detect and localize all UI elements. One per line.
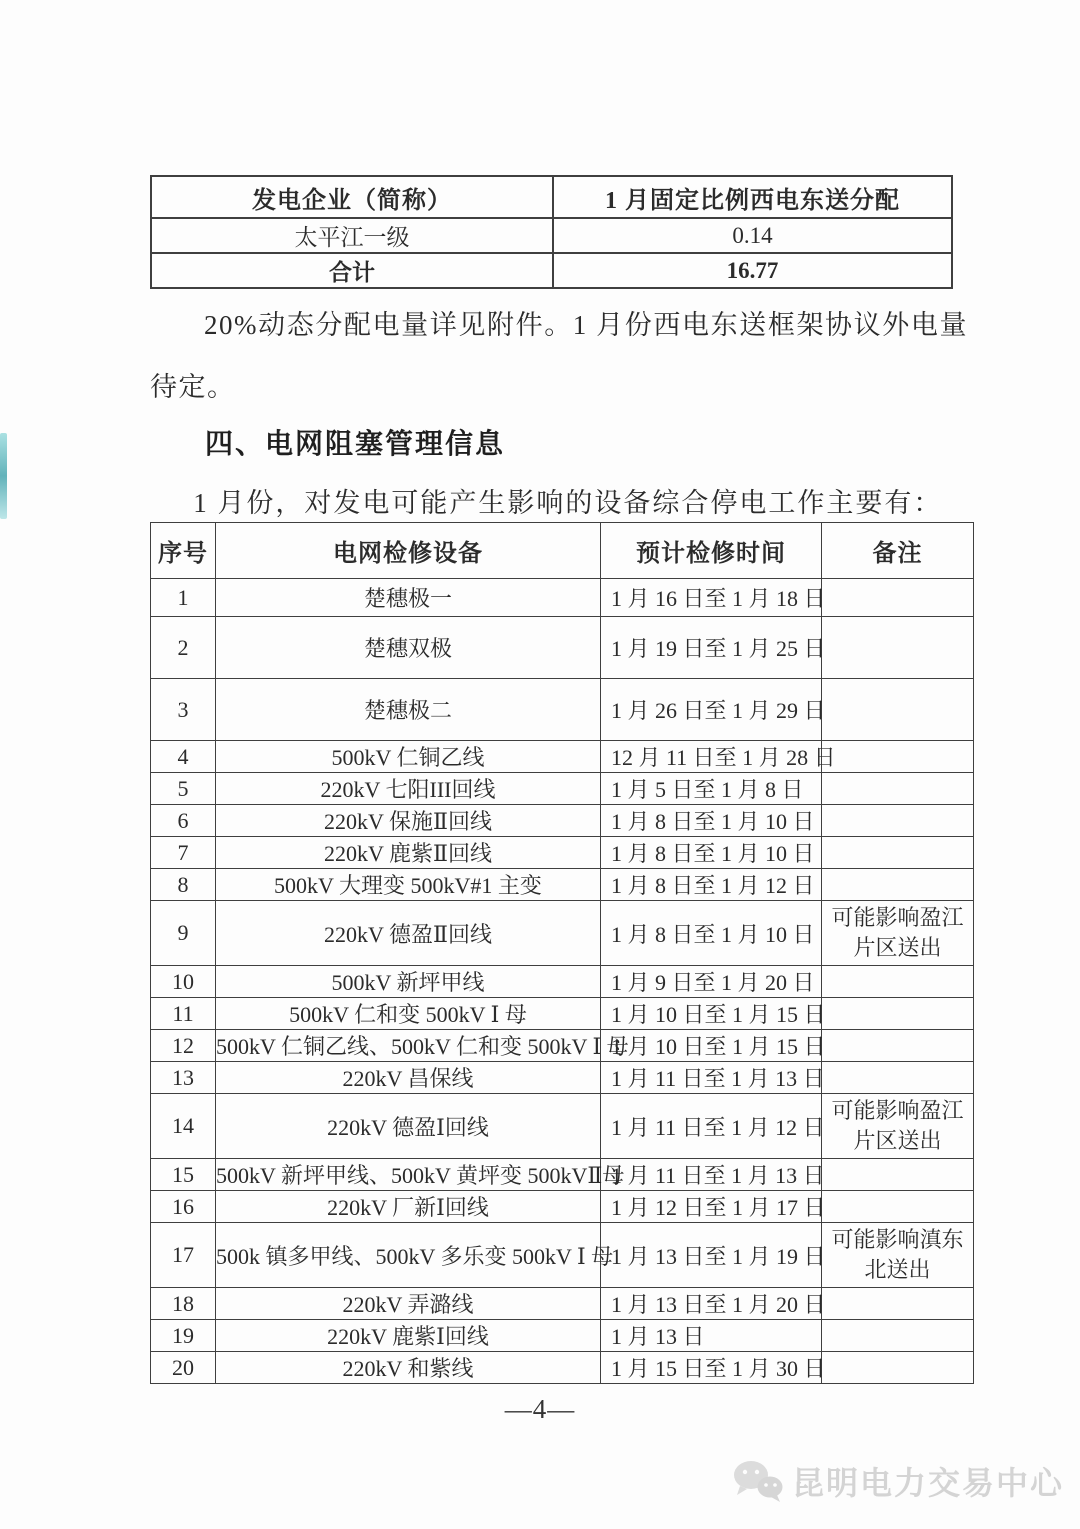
time-cell: 12 月 11 日至 1 月 28 日 bbox=[601, 741, 822, 773]
table-row bbox=[151, 901, 974, 966]
no-cell: 10 bbox=[151, 966, 216, 998]
no-cell: 15 bbox=[151, 1159, 216, 1191]
time-cell: 1 月 13 日 bbox=[601, 1320, 822, 1352]
no-cell: 6 bbox=[151, 805, 216, 837]
remark-cell bbox=[822, 966, 974, 998]
intro-text: 1 月份，对发电可能产生影响的设备综合停电工作主要有： bbox=[193, 488, 943, 518]
time-cell: 1 月 15 日至 1 月 30 日 bbox=[601, 1352, 822, 1384]
no-cell: 12 bbox=[151, 1030, 216, 1062]
wechat-icon bbox=[730, 1458, 786, 1504]
time-cell: 1 月 8 日至 1 月 10 日 bbox=[601, 901, 822, 966]
remark-cell bbox=[822, 1030, 974, 1062]
page-number: —4— bbox=[504, 1394, 576, 1424]
time-cell: 1 月 8 日至 1 月 10 日 bbox=[601, 805, 822, 837]
table-row bbox=[151, 1159, 974, 1191]
company-cell: 合计 bbox=[151, 253, 553, 288]
equipment-cell: 220kV 厂新Ⅰ回线 bbox=[216, 1191, 601, 1223]
table-row bbox=[151, 218, 952, 253]
remark-cell bbox=[822, 998, 974, 1030]
remark-cell bbox=[822, 1062, 974, 1094]
equipment-cell: 220kV 弄潞线 bbox=[216, 1288, 601, 1320]
time-cell: 1 月 19 日至 1 月 25 日 bbox=[601, 617, 822, 679]
equipment-cell: 500kV 大理变 500kV#1 主变 bbox=[216, 869, 601, 901]
equipment-cell: 楚穗极二 bbox=[216, 679, 601, 741]
remark-cell bbox=[822, 1352, 974, 1384]
table-row bbox=[151, 579, 974, 617]
remark-cell: 可能影响盈江片区送出 bbox=[822, 901, 974, 966]
time-cell: 1 月 13 日至 1 月 20 日 bbox=[601, 1288, 822, 1320]
no-cell: 3 bbox=[151, 679, 216, 741]
maintenance-header-no: 序号 bbox=[151, 523, 216, 579]
no-cell: 14 bbox=[151, 1094, 216, 1159]
allocation-table bbox=[150, 175, 953, 289]
table-row bbox=[151, 1030, 974, 1062]
equipment-cell: 220kV 鹿紫Ⅰ回线 bbox=[216, 1320, 601, 1352]
remark-cell bbox=[822, 805, 974, 837]
table-row bbox=[151, 1288, 974, 1320]
no-cell: 16 bbox=[151, 1191, 216, 1223]
maintenance-header-time: 预计检修时间 bbox=[601, 523, 822, 579]
watermark bbox=[730, 1458, 1064, 1504]
table-row bbox=[151, 679, 974, 741]
body-paragraph: 20%动态分配电量详见附件。1 月份西电东送框架协议外电量待定。 bbox=[150, 310, 968, 402]
table-row-total bbox=[151, 253, 952, 288]
no-cell: 18 bbox=[151, 1288, 216, 1320]
table-row bbox=[151, 966, 974, 998]
equipment-cell: 220kV 昌保线 bbox=[216, 1062, 601, 1094]
table-row bbox=[151, 617, 974, 679]
equipment-cell: 500kV 仁铜乙线、500kV 仁和变 500kV Ⅰ 母 bbox=[216, 1030, 601, 1062]
no-cell: 7 bbox=[151, 837, 216, 869]
equipment-cell: 楚穗双极 bbox=[216, 617, 601, 679]
remark-cell bbox=[822, 1191, 974, 1223]
watermark-label: 昆明电力交易中心 bbox=[791, 1465, 1064, 1501]
maintenance-header-remark: 备注 bbox=[822, 523, 974, 579]
equipment-cell: 220kV 保施Ⅱ回线 bbox=[216, 805, 601, 837]
value-cell: 16.77 bbox=[553, 253, 952, 288]
equipment-cell: 220kV 七阳III回线 bbox=[216, 773, 601, 805]
company-cell: 太平江一级 bbox=[151, 218, 553, 253]
no-cell: 13 bbox=[151, 1062, 216, 1094]
table-row bbox=[151, 773, 974, 805]
remark-cell bbox=[822, 773, 974, 805]
section-heading: 四、电网阻塞管理信息 bbox=[205, 428, 506, 459]
table-row bbox=[151, 837, 974, 869]
table-row bbox=[151, 741, 974, 773]
remark-cell bbox=[822, 1159, 974, 1191]
no-cell: 2 bbox=[151, 617, 216, 679]
time-cell: 1 月 26 日至 1 月 29 日 bbox=[601, 679, 822, 741]
table-row bbox=[151, 998, 974, 1030]
no-cell: 11 bbox=[151, 998, 216, 1030]
time-cell: 1 月 8 日至 1 月 12 日 bbox=[601, 869, 822, 901]
time-cell: 1 月 11 日至 1 月 13 日 bbox=[601, 1159, 822, 1191]
time-cell: 1 月 11 日至 1 月 12 日 bbox=[601, 1094, 822, 1159]
remark-cell bbox=[822, 741, 974, 773]
no-cell: 5 bbox=[151, 773, 216, 805]
table-header-row bbox=[151, 176, 952, 218]
time-cell: 1 月 10 日至 1 月 15 日 bbox=[601, 998, 822, 1030]
remark-cell bbox=[822, 579, 974, 617]
table-row bbox=[151, 1352, 974, 1384]
maintenance-table bbox=[150, 522, 974, 1384]
no-cell: 17 bbox=[151, 1223, 216, 1288]
equipment-cell: 500kV 仁和变 500kV Ⅰ 母 bbox=[216, 998, 601, 1030]
remark-cell: 可能影响滇东北送出 bbox=[822, 1223, 974, 1288]
table-row bbox=[151, 1094, 974, 1159]
time-cell: 1 月 9 日至 1 月 20 日 bbox=[601, 966, 822, 998]
equipment-cell: 楚穗极一 bbox=[216, 579, 601, 617]
table-row bbox=[151, 869, 974, 901]
remark-cell bbox=[822, 1288, 974, 1320]
remark-cell: 可能影响盈江片区送出 bbox=[822, 1094, 974, 1159]
remark-cell bbox=[822, 679, 974, 741]
equipment-cell: 500kV 新坪甲线、500kV 黄坪变 500kVⅡ母 bbox=[216, 1159, 601, 1191]
table-row bbox=[151, 1223, 974, 1288]
table-header-row bbox=[151, 523, 974, 579]
time-cell: 1 月 5 日至 1 月 8 日 bbox=[601, 773, 822, 805]
equipment-cell: 220kV 德盈Ⅰ回线 bbox=[216, 1094, 601, 1159]
no-cell: 1 bbox=[151, 579, 216, 617]
remark-cell bbox=[822, 869, 974, 901]
time-cell: 1 月 13 日至 1 月 19 日 bbox=[601, 1223, 822, 1288]
time-cell: 1 月 12 日至 1 月 17 日 bbox=[601, 1191, 822, 1223]
remark-cell bbox=[822, 617, 974, 679]
equipment-cell: 500k 镇多甲线、500kV 多乐变 500kV Ⅰ 母 bbox=[216, 1223, 601, 1288]
time-cell: 1 月 11 日至 1 月 13 日 bbox=[601, 1062, 822, 1094]
value-cell: 0.14 bbox=[553, 218, 952, 253]
remark-cell bbox=[822, 837, 974, 869]
no-cell: 4 bbox=[151, 741, 216, 773]
table-row bbox=[151, 1191, 974, 1223]
table-row bbox=[151, 1320, 974, 1352]
table-row bbox=[151, 805, 974, 837]
equipment-cell: 220kV 和紫线 bbox=[216, 1352, 601, 1384]
no-cell: 19 bbox=[151, 1320, 216, 1352]
time-cell: 1 月 8 日至 1 月 10 日 bbox=[601, 837, 822, 869]
maintenance-header-equipment: 电网检修设备 bbox=[216, 523, 601, 579]
time-cell: 1 月 16 日至 1 月 18 日 bbox=[601, 579, 822, 617]
allocation-header-company: 发电企业（简称） bbox=[151, 176, 553, 218]
table-row bbox=[151, 1062, 974, 1094]
no-cell: 20 bbox=[151, 1352, 216, 1384]
allocation-header-value: 1 月固定比例西电东送分配 bbox=[553, 176, 952, 218]
equipment-cell: 220kV 德盈Ⅱ回线 bbox=[216, 901, 601, 966]
equipment-cell: 500kV 新坪甲线 bbox=[216, 966, 601, 998]
equipment-cell: 220kV 鹿紫Ⅱ回线 bbox=[216, 837, 601, 869]
remark-cell bbox=[822, 1320, 974, 1352]
no-cell: 8 bbox=[151, 869, 216, 901]
time-cell: 1 月 10 日至 1 月 15 日 bbox=[601, 1030, 822, 1062]
no-cell: 9 bbox=[151, 901, 216, 966]
scan-edge-artifact bbox=[0, 433, 7, 519]
equipment-cell: 500kV 仁铜乙线 bbox=[216, 741, 601, 773]
